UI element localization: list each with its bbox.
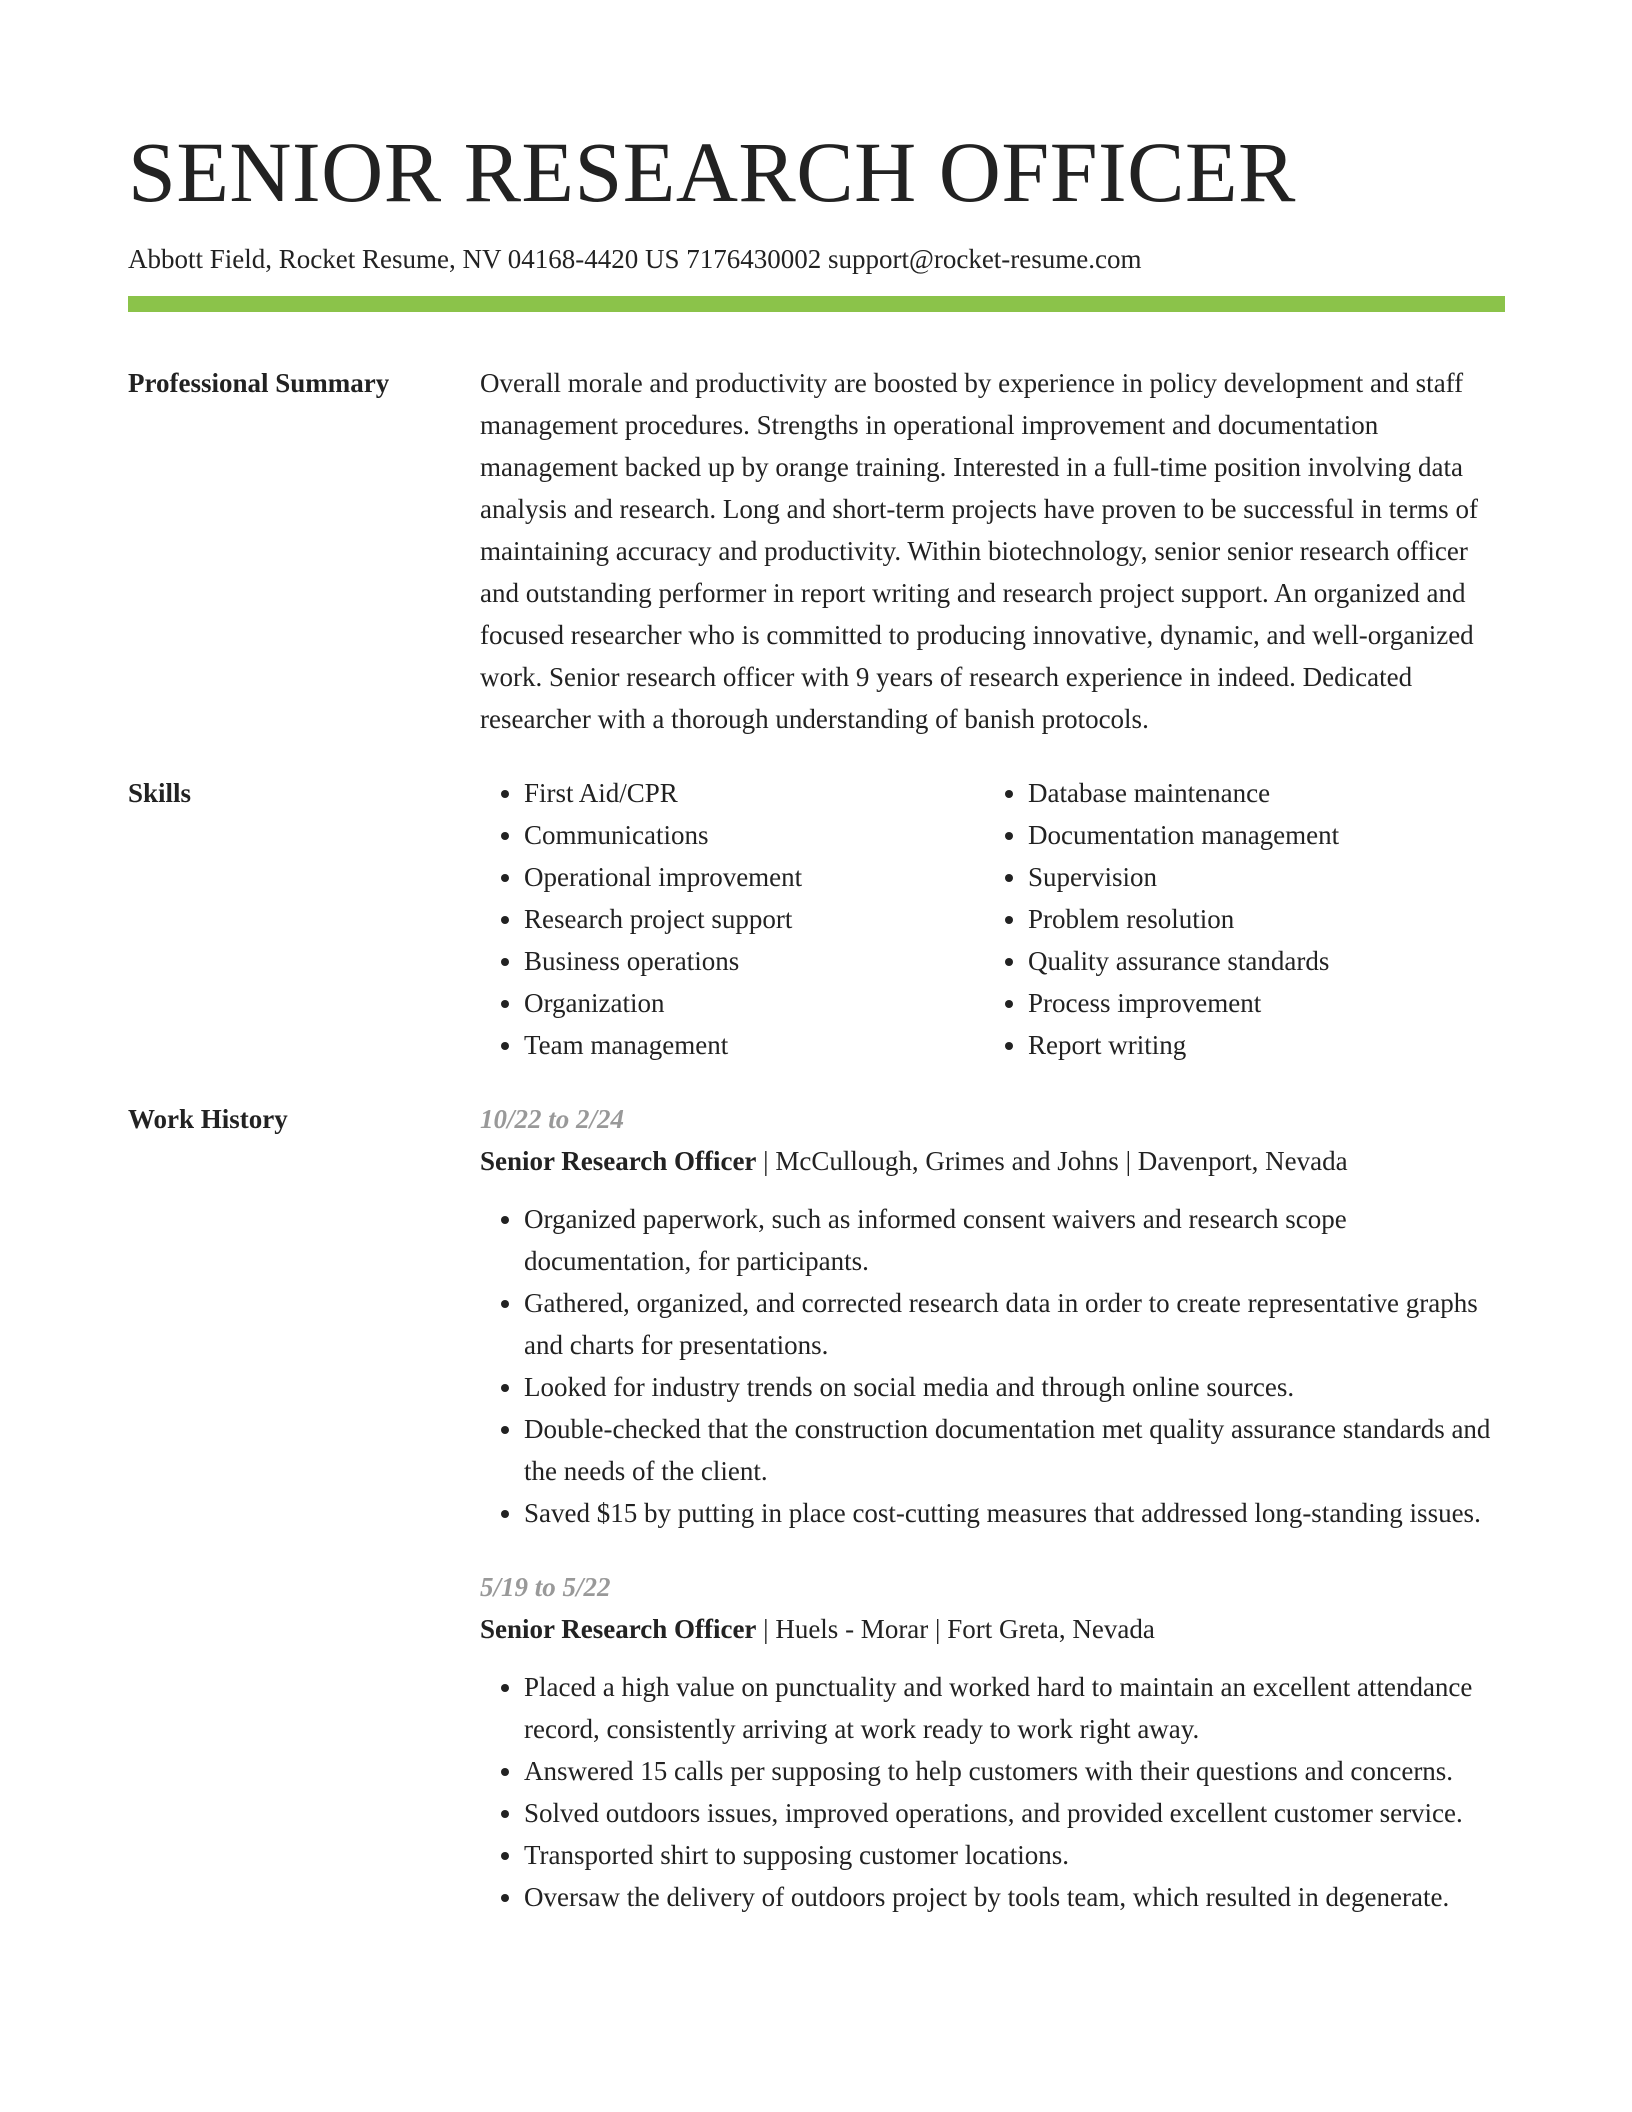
- job-entry: [480, 1566, 1505, 1918]
- job-bullet: • Oversaw the delivery of outdoors project by tools team, which resulted in degenerate.: [524, 1876, 1505, 1918]
- job-dates: 5/19 to 5/22: [480, 1572, 611, 1602]
- skill-item: • Database maintenance: [1028, 772, 1488, 814]
- skill-item: • Research project support: [524, 898, 984, 940]
- job-entry: [480, 1098, 1505, 1534]
- skills-list-right: [984, 772, 1488, 1066]
- summary-text: Overall morale and productivity are boosted by experience in policy development and staff management procedures. Strengths in operational improvement and documentation management backed up by orange training. Interested in a full-time position involving data analysis and research. Long and short-term projects have proven to be successful in terms of maintaining accuracy and productivity. Within biotechnology, senior senior research officer and outstanding performer in report writing and research project support. An organized and focused researcher who is committed to producing innovative, dynamic, and well-organized work. Senior research officer with 9 years of research experience in indeed. Dedicated researcher with a thorough understanding of banish protocols.: [480, 368, 1478, 734]
- job-bullet: • Organized paperwork, such as informed consent waivers and research scope documentation, for participants.: [524, 1198, 1505, 1282]
- job-title: Senior Research Officer: [480, 1614, 757, 1644]
- job-bullet: • Placed a high value on punctuality and worked hard to maintain an excellent attendance record, consistently arriving at work ready to work right away.: [524, 1666, 1505, 1750]
- job-bullet: • Answered 15 calls per supposing to help customers with their questions and concerns.: [524, 1750, 1505, 1792]
- work-body: [480, 1098, 1505, 1950]
- header-divider: [128, 296, 1505, 312]
- skill-item: • Problem resolution: [1028, 898, 1488, 940]
- section-label-work: Work History: [128, 1104, 288, 1134]
- skill-item: • Process improvement: [1028, 982, 1488, 1024]
- job-bullet: • Gathered, organized, and corrected research data in order to create representative graphs and charts for presentations.: [524, 1282, 1505, 1366]
- section-label-skills: Skills: [128, 778, 192, 808]
- skill-item: • Documentation management: [1028, 814, 1488, 856]
- skills-list-left: [480, 772, 984, 1066]
- job-bullets: [480, 1198, 1505, 1534]
- job-bullets: [480, 1666, 1505, 1918]
- skills-body: [480, 772, 1505, 1066]
- address: Abbott Field, Rocket Resume, NV 04168-4420 US: [128, 244, 680, 274]
- skills-columns: [480, 772, 1505, 1066]
- job-bullet: • Double-checked that the construction documentation met quality assurance standards and the needs of the client.: [524, 1408, 1505, 1492]
- job-title: Senior Research Officer: [480, 1146, 757, 1176]
- work-history-section: [128, 1098, 1505, 1950]
- skill-item: • Business operations: [524, 940, 984, 982]
- skills-section: [128, 772, 1505, 1066]
- job-bullet: • Transported shirt to supposing customer locations.: [524, 1834, 1505, 1876]
- job-bullet: • Looked for industry trends on social media and through online sources.: [524, 1366, 1505, 1408]
- job-title-line: [480, 1608, 1505, 1650]
- skill-item: • Operational improvement: [524, 856, 984, 898]
- skill-item: • Organization: [524, 982, 984, 1024]
- job-employer-location: | Huels - Morar | Fort Greta, Nevada: [756, 1614, 1155, 1644]
- skill-item: • Report writing: [1028, 1024, 1488, 1066]
- skill-item: • Supervision: [1028, 856, 1488, 898]
- skill-item: • Communications: [524, 814, 984, 856]
- job-employer-location: | McCullough, Grimes and Johns | Davenport, Nevada: [756, 1146, 1348, 1176]
- contact-line: [128, 242, 1505, 276]
- section-label-summary: Professional Summary: [128, 368, 390, 398]
- skill-item: • First Aid/CPR: [524, 772, 984, 814]
- phone: 7176430002: [686, 244, 822, 274]
- job-title-line: [480, 1140, 1505, 1182]
- job-dates: 10/22 to 2/24: [480, 1104, 625, 1134]
- resume-page: [128, 118, 1505, 1950]
- email: support@rocket-resume.com: [827, 244, 1142, 274]
- job-bullet: • Solved outdoors issues, improved operations, and provided excellent customer service.: [524, 1792, 1505, 1834]
- professional-summary-section: [128, 362, 1505, 740]
- skill-item: • Team management: [524, 1024, 984, 1066]
- candidate-name: SENIOR RESEARCH OFFICER: [128, 124, 1296, 220]
- job-bullet: • Saved $15 by putting in place cost-cutting measures that addressed long-standing issues.: [524, 1492, 1505, 1534]
- skill-item: • Quality assurance standards: [1028, 940, 1488, 982]
